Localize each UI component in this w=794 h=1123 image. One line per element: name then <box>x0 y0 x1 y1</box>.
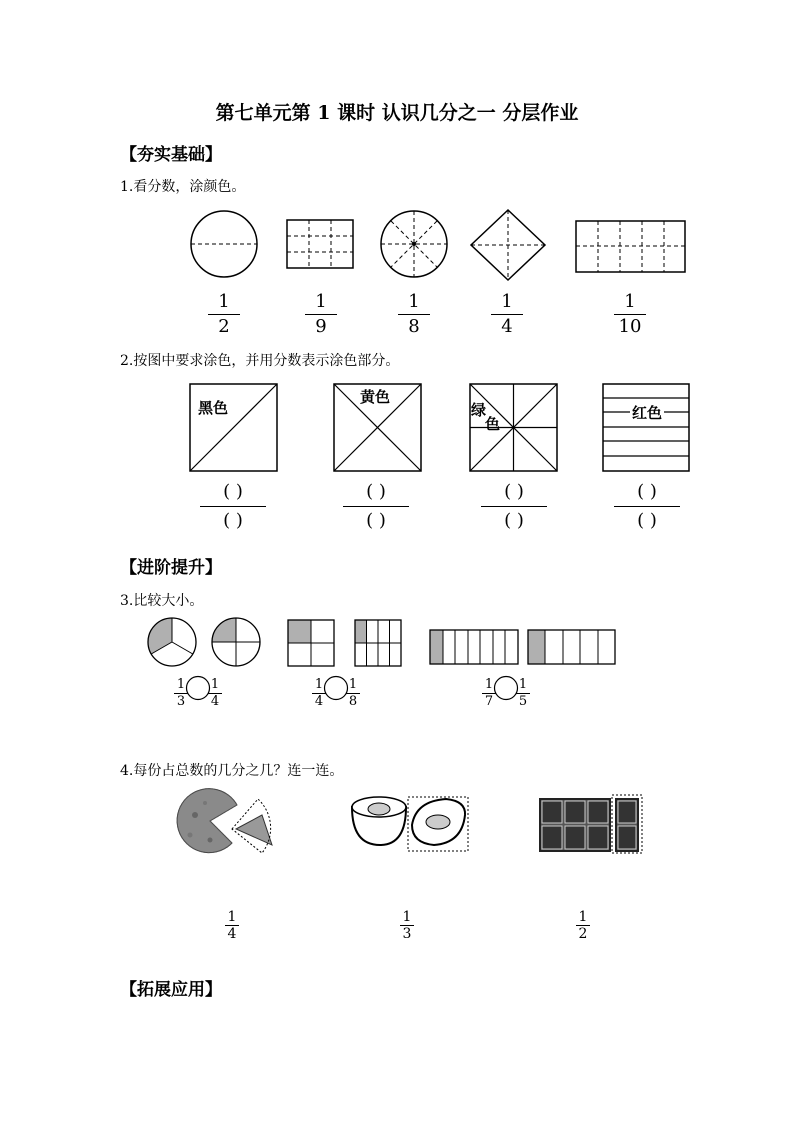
fraction-numerator: 1 <box>578 909 588 925</box>
fraction-denominator: 7 <box>484 694 494 709</box>
q4-chocolate-image <box>540 795 642 853</box>
q2-square-green[interactable] <box>470 384 557 471</box>
q4-cake-image <box>177 789 272 853</box>
fraction-numerator: 1 <box>348 677 358 692</box>
q3-pair1-right <box>207 678 223 709</box>
q1-fraction-3 <box>394 292 434 337</box>
fraction-numerator: 1 <box>518 677 528 692</box>
answer-denominator-blank[interactable]: ( ) <box>223 510 243 531</box>
q3-square-quarters <box>288 620 334 666</box>
question-1-prompt: 1.看分数，涂颜色。 <box>120 179 246 195</box>
section-heading-advanced: 【进阶提升】 <box>120 558 222 578</box>
fraction-denominator: 4 <box>314 694 324 709</box>
q3-pair3-right <box>515 678 531 709</box>
q4-pictures <box>0 785 794 865</box>
fraction-numerator: 1 <box>176 677 186 692</box>
q1-diamond-quarters[interactable] <box>471 210 545 280</box>
q2-shapes <box>0 383 794 483</box>
q1-rect-ninths[interactable] <box>287 220 353 268</box>
fraction-numerator: 1 <box>315 291 327 312</box>
fraction-denominator: 4 <box>227 926 237 942</box>
q2-answer-1[interactable] <box>198 480 268 533</box>
question-4-prompt: 4.每份占总数的几分之几？连一连。 <box>120 763 344 779</box>
label-green-2: 色 <box>485 415 501 433</box>
fraction-numerator: 1 <box>210 677 220 692</box>
q1-fraction-2 <box>301 292 341 337</box>
fraction-denominator: 3 <box>176 694 186 709</box>
fraction-denominator: 10 <box>618 316 642 337</box>
question-3-prompt: 3.比较大小。 <box>120 593 204 609</box>
fraction-numerator: 1 <box>501 291 513 312</box>
q1-rect-tenths[interactable] <box>576 221 685 272</box>
fraction-numerator: 1 <box>218 291 230 312</box>
answer-numerator-blank[interactable]: ( ) <box>366 481 386 502</box>
q3-square-eighths <box>355 620 401 666</box>
fraction-denominator: 4 <box>501 316 513 337</box>
q3-pair2-right <box>345 678 361 709</box>
label-yellow: 黄色 <box>360 388 391 406</box>
fraction-denominator: 8 <box>408 316 420 337</box>
answer-numerator-blank[interactable]: ( ) <box>637 481 657 502</box>
q3-bar-fifths <box>528 630 615 664</box>
q2-answer-3[interactable] <box>479 480 549 533</box>
fraction-denominator: 5 <box>518 694 528 709</box>
q3-circle-thirds <box>148 618 196 666</box>
fraction-denominator: 3 <box>402 926 412 942</box>
q3-bar-sevenths <box>430 630 518 664</box>
fraction-denominator: 4 <box>210 694 220 709</box>
fraction-numerator: 1 <box>408 291 420 312</box>
q2-answer-2[interactable] <box>341 480 411 533</box>
page-title: 第七单元第 1 课时 认识几分之一 分层作业 <box>215 102 579 124</box>
q1-fraction-1 <box>204 292 244 337</box>
q4-fraction-1[interactable] <box>224 910 240 941</box>
answer-numerator-blank[interactable]: ( ) <box>223 481 243 502</box>
fraction-numerator: 1 <box>484 677 494 692</box>
q3-shapes <box>0 615 794 675</box>
q1-circle-halves[interactable] <box>191 211 257 277</box>
fraction-numerator: 1 <box>624 291 636 312</box>
answer-denominator-blank[interactable]: ( ) <box>504 510 524 531</box>
q4-fraction-3[interactable] <box>575 910 591 941</box>
fraction-denominator: 2 <box>578 926 588 942</box>
question-2-prompt: 2.按图中要求涂色，并用分数表示涂色部分。 <box>120 353 400 369</box>
fraction-numerator: 1 <box>314 677 324 692</box>
q4-fraction-2[interactable] <box>399 910 415 941</box>
answer-denominator-blank[interactable]: ( ) <box>637 510 657 531</box>
q4-egg-image <box>352 797 468 851</box>
fraction-numerator: 1 <box>402 909 412 925</box>
label-green-1: 绿 <box>471 401 487 419</box>
section-heading-basic: 【夯实基础】 <box>120 145 222 165</box>
section-heading-extension: 【拓展应用】 <box>120 980 222 1000</box>
fraction-denominator: 9 <box>315 316 327 337</box>
fraction-numerator: 1 <box>227 909 237 925</box>
answer-denominator-blank[interactable]: ( ) <box>366 510 386 531</box>
q2-answer-4[interactable] <box>612 480 682 533</box>
answer-numerator-blank[interactable]: ( ) <box>504 481 524 502</box>
q2-rect-red[interactable] <box>603 384 689 471</box>
q1-fraction-4 <box>487 292 527 337</box>
fraction-denominator: 2 <box>218 316 230 337</box>
label-black: 黑色 <box>198 399 229 417</box>
label-red: 红色 <box>632 404 663 422</box>
q1-circle-eighths[interactable] <box>381 211 447 277</box>
q3-circle-quarters <box>212 618 260 666</box>
q1-fraction-5 <box>610 292 650 337</box>
fraction-denominator: 8 <box>348 694 358 709</box>
